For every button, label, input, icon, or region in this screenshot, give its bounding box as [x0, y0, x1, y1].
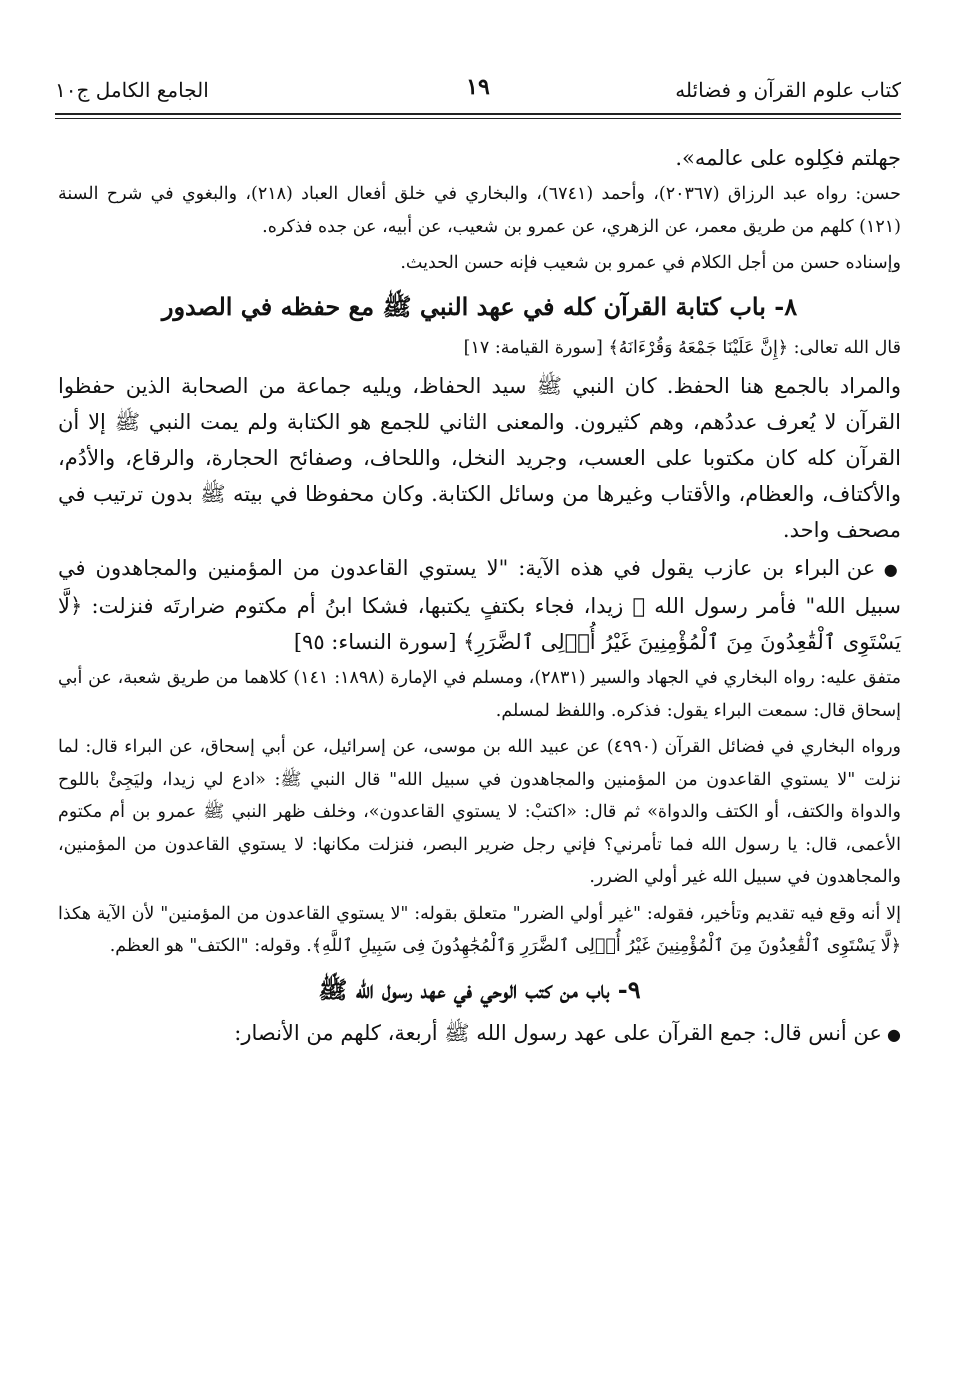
header-rule-thick [55, 113, 901, 115]
quran-verse-qiyamah: قال الله تعالى: ﴿إِنَّ عَلَيْنَا جَمْعَهُ وَقُرْءَانَهُ﴾ [سورة القيامة: ١٧] [463, 337, 901, 358]
page-number: ١٩ [466, 74, 490, 100]
hadith-bara: ● عن البراء بن عازب يقول في هذه الآية: "لا يستوي القاعدون من المؤمنين والمجاهدون في سبيل الله" فأمر رسول الله ﷺ زيدا، فجاء بكتفٍ يكتبها، فشكا ابنُ أم مكتوم ضرارتَه فنزلت: ﴿لَّا يَسْتَوِى ٱلْقَٰعِدُونَ مِنَ ٱلْمُؤْمِنِينَ غَيْرُ أُو۟لِى ٱلضَّرَرِ﴾ [سورة النساء: ٩٥] [58, 550, 901, 660]
bukhari-narration: ورواه البخاري في فضائل القرآن (٤٩٩٠) عن عبيد الله بن موسى، عن إسرائيل، عن أبي إسحاق، عن البراء قال: لما نزلت "لا يستوي القاعدون من المؤمنين والمجاهدون في سبيل الله" قال النبي ﷺ: «ادع لي زيدا، وليَجِئْ باللوح والدواة والكتف، أو الكتف والدواة» ثم قال: «اكتبْ: لا يستوي القاعدون»، وخلف ظهر النبي ﷺ عمرو بن أم مكتوم الأعمى، قال: يا رسول الله فما تأمرني؟ فإني رجل ضرير البصر، فنزلت مكانها: لا يستوي القاعدون من المؤمنين، والمجاهدون في سبيل الله غير أولي الضرر. [58, 737, 901, 887]
commentary-paragraph: والمراد بالجمع هنا الحفظ. كان النبي ﷺ سيد الحفاظ، ويليه جماعة من الصحابة الذين حفظوا القرآن لا يُعرف عددُهم، وهم كثيرون. والمعنى الثاني للجمع هو الكتابة ولم يمت النبي ﷺ إلا أن القرآن كله كان مكتوبا على العسب، وجريد النخل، واللحاف، وصفائح الحجارة، والرقاع، والأدُم، والأكتاف، والعظام، والأقتاب وغيرها من وسائل الكتابة. وكان محفوظا في بيته ﷺ بدون ترتيب في مصحف واحد. [58, 374, 901, 542]
book-title: كتاب علوم القرآن و فضائله [675, 78, 901, 102]
header-rule-thin [55, 118, 901, 119]
hadith-anas: ● عن أنس قال: جمع القرآن على عهد رسول الله ﷺ أربعة، كلهم من الأنصار: [58, 1015, 901, 1053]
explanation-note: إلا أنه وقع فيه تقديم وتأخير، فقوله: "غير أولي الضرر" متعلق بقوله: "لا يستوي القاعدون من المؤمنين" لأن الآية هكذا ﴿لَّا يَسْتَوِى ٱلْقَٰعِدُونَ مِنَ ٱلْمُؤْمِنِينَ غَيْرُ أُو۟لِى ٱلضَّرَرِ وَٱلْمُجَٰهِدُونَ فِى سَبِيلِ ٱللَّهِ﴾. وقوله: "الكتف" هو العظم. [58, 903, 901, 956]
page-header [55, 72, 901, 112]
collection-title: الجامع الكامل ج١٠ [55, 78, 209, 102]
takhrij-bara: متفق عليه: رواه البخاري في الجهاد والسير (٢٨٣١)، ومسلم في الإمارة (١٨٩٨: ١٤١) كلاهما من طريق شعبة، عن أبي إسحاق قال: سمعت البراء يقول: فذكره. واللفظ لمسلم. [58, 668, 901, 721]
isnad-grading: وإسناده حسن من أجل الكلام في عمرو بن شعيب فإنه حسن الحديث. [400, 253, 901, 273]
hadith-ending: جهلتم فكِلوه على عالمه». [675, 146, 901, 170]
page-body [58, 140, 901, 1055]
chapter-heading-8: ٨- باب كتابة القرآن كله في عهد النبي ﷺ مع حفظه في الصدور [161, 291, 798, 321]
chapter-heading-9: ٩- باب من كتب الوحي في عهد رسول الله ﷺ [318, 974, 641, 1004]
takhrij-note: حسن: رواه عبد الرزاق (٢٠٣٦٧)، وأحمد (٦٧٤١)، والبخاري في خلق أفعال العباد (٢١٨)، والبغوي في شرح السنة (١٢١) كلهم من طريق معمر، عن الزهري، عن عمرو بن شعيب، عن أبيه، عن جده فذكره. [58, 184, 901, 237]
